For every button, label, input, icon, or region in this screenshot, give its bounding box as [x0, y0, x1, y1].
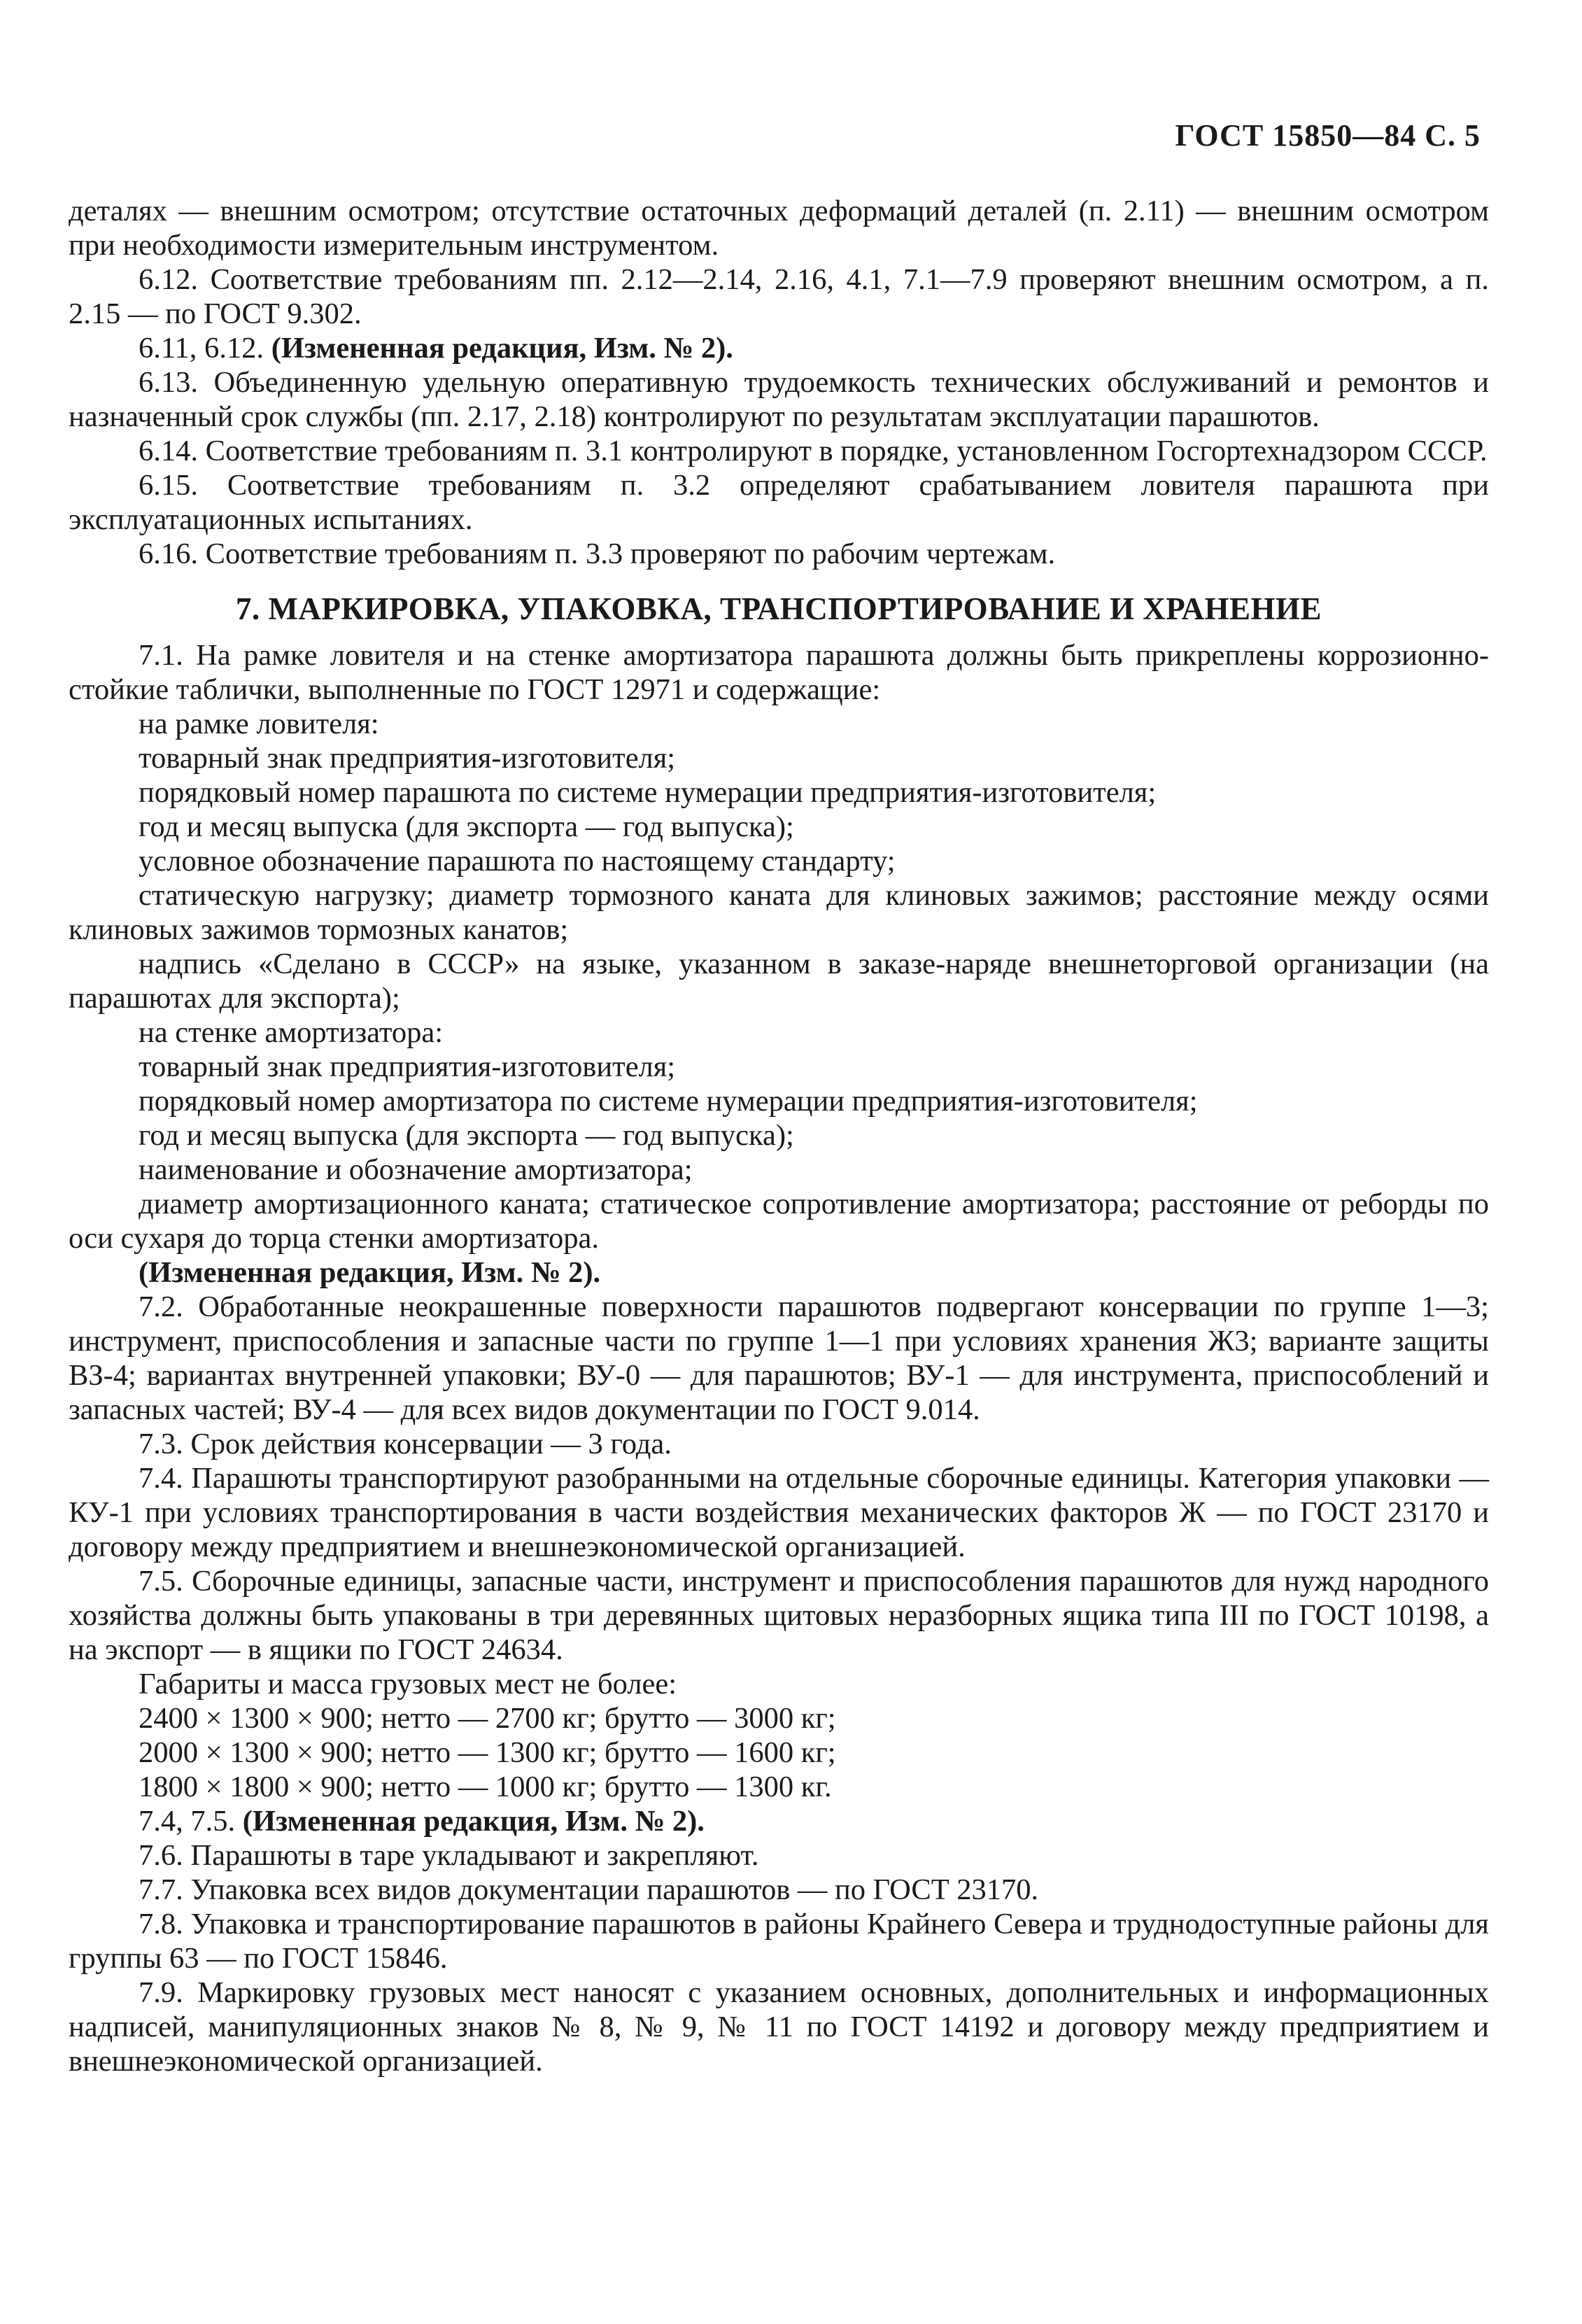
list-item: на рамке ловителя: — [139, 707, 379, 740]
dimensions-line: 1800 × 1800 × 900; нетто — 1000 кг; брутто — 1300 кг. — [139, 1770, 832, 1803]
paragraph-7-4: 7.4. Парашюты транспортируют разобранными на отдельные сборочные единицы. Категория упаковки — КУ-1 при условиях транспортирования в части воздействия механических факторов Ж — по ГОСТ 23170 и договору между предприятием и внешнеэкономической организацией. — [69, 1462, 1489, 1563]
paragraph-6-15: 6.15. Соответствие требованиям п. 3.2 определяют срабатыванием ловителя парашюта при эксплуатационных испытаниях. — [69, 469, 1489, 536]
list-item: порядковый номер парашюта по системе нумерации предприятия-изготовителя; — [139, 776, 1157, 809]
amendment-note-7-1-bold: (Измененная редакция, Изм. № 2). — [139, 1256, 601, 1289]
paragraph-6-14: 6.14. Соответствие требованиям п. 3.1 контролируют в порядке, установленном Госгортехнадзором СССР. — [139, 435, 1488, 467]
paragraph-7-6: 7.6. Парашюты в таре укладывают и закрепляют. — [139, 1839, 759, 1872]
list-item: год и месяц выпуска (для экспорта — год выпуска); — [139, 810, 794, 843]
page-body — [69, 112, 1489, 2078]
amendment-note-7-4-prefix: 7.4, 7.5. — [139, 1805, 243, 1838]
list-item-static-load: статическую нагрузку; диаметр тормозного каната для клиновых зажимов; расстояние между осями клиновых зажимов тормозных канатов; — [69, 879, 1489, 946]
running-header: ГОСТ 15850—84 С. 5 — [1175, 118, 1481, 153]
list-item: наименование и обозначение амортизатора; — [139, 1153, 693, 1186]
dimensions-line: 2000 × 1300 × 900; нетто — 1300 кг; брутто — 1600 кг; — [139, 1736, 836, 1769]
paragraph-6-16: 6.16. Соответствие требованиям п. 3.3 проверяют по рабочим чертежам. — [139, 537, 1056, 570]
list-item: порядковый номер амортизатора по системе нумерации предприятия-изготовителя; — [139, 1085, 1198, 1118]
paragraph-7-8: 7.8. Упаковка и транспортирование парашютов в районы Крайнего Севера и труднодоступные районы для группы 63 — по ГОСТ 15846. — [69, 1908, 1489, 1975]
list-item: условное обозначение парашюта по настоящему стандарту; — [139, 845, 896, 878]
dimensions-line: 2400 × 1300 × 900; нетто — 2700 кг; брутто — 3000 кг; — [139, 1702, 836, 1735]
amendment-note-7-4-bold: (Измененная редакция, Изм. № 2). — [242, 1805, 705, 1838]
paragraph-7-9: 7.9. Маркировку грузовых мест наносят с указанием основных, дополнительных и информационных надписей, манипуляционных знаков № 8, № 9, № 11 по ГОСТ 14192 и договору между предприятием и внешнеэкономической организацией. — [69, 1976, 1489, 2078]
list-item: товарный знак предприятия-изготовителя; — [139, 742, 676, 775]
list-item: на стенке амортизатора: — [139, 1016, 444, 1049]
list-item-made-in-ussr: надпись «Сделано в СССР» на языке, указанном в заказе-наряде внешнеторговой организации (на парашютах для экспорта); — [69, 948, 1489, 1015]
paragraph-7-3: 7.3. Срок действия консервации — 3 года. — [139, 1428, 672, 1460]
paragraph-7-5: 7.5. Сборочные единицы, запасные части, инструмент и приспособления парашютов для нужд народного хозяйства должны быть упакованы в три деревянных щитовых неразборных ящика типа III по ГОСТ 10198, а на экспорт — в ящики по ГОСТ 24634. — [69, 1565, 1489, 1666]
amendment-note-6-11-prefix: 6.11, 6.12. — [139, 332, 271, 365]
amendment-note-7-4 — [69, 1804, 1489, 1838]
list-item: год и месяц выпуска (для экспорта — год выпуска); — [139, 1119, 794, 1152]
paragraph-6-11-continued: деталях — внешним осмотром; отсутствие остаточных деформаций деталей (п. 2.11) — внешним осмотром при необходимости измерительным инструментом. — [69, 195, 1489, 262]
amendment-note-6-11 — [69, 331, 1489, 365]
paragraph-7-2: 7.2. Обработанные неокрашенные поверхности парашютов подвергают консервации по группе 1—3; инструмент, приспособления и запасные части по группе 1—1 при условиях хранения Ж3; варианте защиты ВЗ-4; вариантах внутренней упаковки; ВУ-0 — для парашютов; ВУ-1 — для инструмента, приспособлений и запасных частей; ВУ-4 — для всех видов документации по ГОСТ 9.014. — [69, 1290, 1489, 1426]
paragraph-6-13: 6.13. Объединенную удельную оперативную трудоемкость технических обслуживаний и ремонтов и назначенный срок службы (пп. 2.17, 2.18) контролируют по результатам эксплуатации парашютов. — [69, 366, 1489, 433]
list-item-diameter: диаметр амортизационного каната; статическое сопротивление амортизатора; расстояние от реборды по оси сухаря до торца стенки амортизатора. — [69, 1188, 1489, 1255]
paragraph-6-12: 6.12. Соответствие требованиям пп. 2.12—2.14, 2.16, 4.1, 7.1—7.9 проверяют внешним осмотром, а п. 2.15 — по ГОСТ 9.302. — [69, 263, 1489, 330]
amendment-note-7-1 — [69, 1255, 1489, 1290]
paragraph-7-7: 7.7. Упаковка всех видов документации парашютов — по ГОСТ 23170. — [139, 1873, 1039, 1906]
amendment-note-6-11-bold: (Измененная редакция, Изм. № 2). — [271, 332, 733, 365]
paragraph-7-1: 7.1. На рамке ловителя и на стенке амортизатора парашюта должны быть прикреплены коррозионно-стойкие таблички, выполненные по ГОСТ 12971 и содержащие: — [69, 639, 1489, 706]
list-item: товарный знак предприятия-изготовителя; — [139, 1050, 676, 1083]
dimensions-line: Габариты и масса грузовых мест не более: — [139, 1668, 677, 1700]
section-7-heading: 7. МАРКИРОВКА, УПАКОВКА, ТРАНСПОРТИРОВАНИЕ И ХРАНЕНИЕ — [235, 591, 1322, 626]
